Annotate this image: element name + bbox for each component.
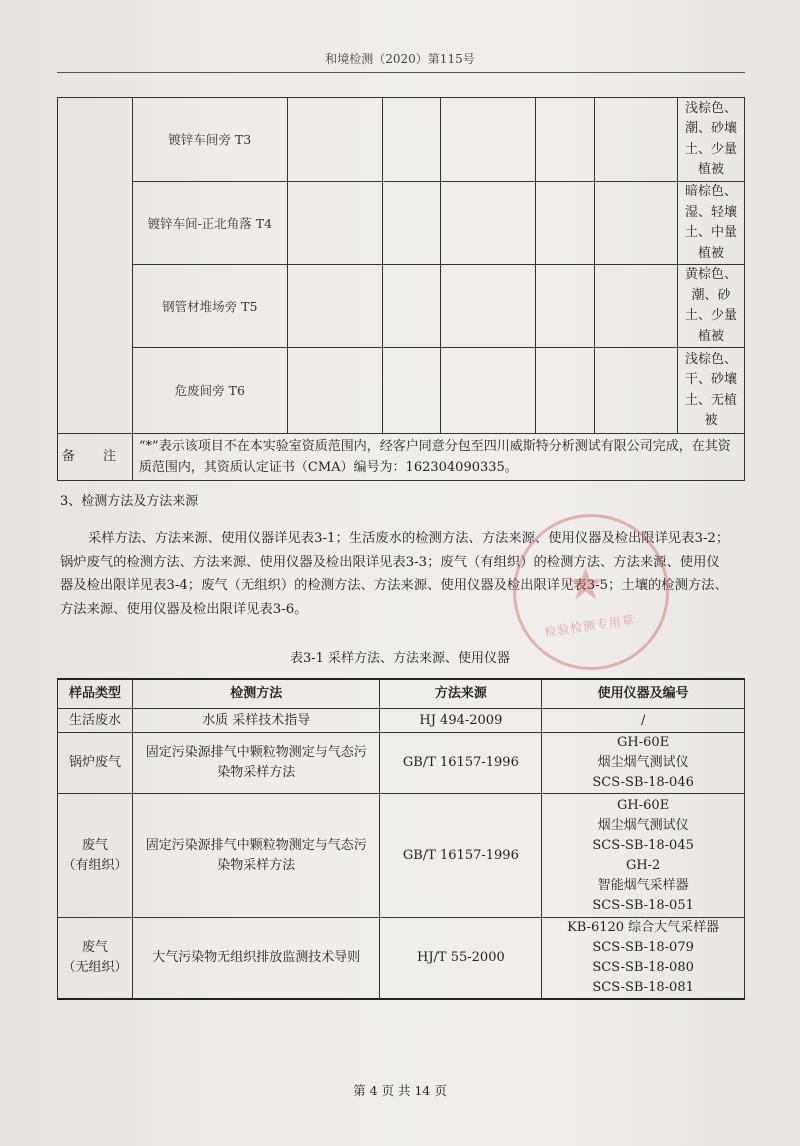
soil-description-line: 黄棕色、 (685, 267, 738, 282)
seal-text: 检验检测专用章 (543, 612, 636, 640)
instrument-cell-line: 烟尘烟气测试仪 (597, 755, 689, 770)
table-row (58, 98, 745, 182)
empty-cell (536, 348, 595, 434)
empty-cell (595, 348, 678, 434)
soil-description-line: 植被 (698, 328, 725, 344)
soil-description-line: 土、少量 (685, 141, 738, 157)
method-source-cell: HJ 494-2009 (380, 709, 542, 733)
column-header: 检测方法 (132, 679, 380, 709)
instrument-cell-line: SCS-SB-18-079 (592, 940, 694, 955)
soil-description-line: 浅棕色、 (685, 351, 738, 367)
table-row (58, 348, 745, 434)
method-cell-line: 固定污染源排气中颗粒物测定与气态污 (145, 837, 367, 853)
sample-type-cell-line: 废气 (81, 940, 108, 955)
empty-cell (441, 348, 536, 434)
section-title: 3、检测方法及方法来源 (60, 494, 199, 509)
empty-cell (536, 98, 595, 182)
empty-cell (441, 98, 536, 182)
header-divider (57, 72, 745, 73)
method-cell (132, 709, 380, 733)
sampling-site-cell: 钢管材堆场旁 T5 (132, 265, 287, 348)
table-row (58, 733, 745, 794)
empty-cell (287, 182, 382, 265)
table-row (58, 794, 745, 918)
sampling-site-cell: 镀锌车间-正北角落 T4 (132, 182, 287, 265)
table-row (58, 709, 745, 733)
instrument-cell (542, 733, 745, 794)
table-header-row (58, 679, 745, 709)
soil-description-line: 潮、砂壤 (685, 121, 738, 136)
column-header: 方法来源 (380, 679, 542, 709)
empty-cell (441, 182, 536, 265)
empty-cell (595, 182, 678, 265)
sample-type-cell-line: （无组织） (62, 960, 128, 975)
sample-type-cell-line: 锅炉废气 (68, 755, 121, 770)
soil-description-cell (678, 98, 745, 182)
soil-description-line: 浅棕色、 (685, 100, 738, 116)
remark-text: “*”表示该项目不在本实验室资质范围内，经客户同意分包至四川威斯特分析测试有限公司完成，在其资质范围内，其资质认定证书（CMA）编号为：162304090335。 (132, 434, 744, 481)
method-cell (132, 733, 380, 794)
instrument-cell (542, 709, 745, 733)
section-paragraph: 采样方法、方法来源、使用仪器详见表3-1；生活废水的检测方法、方法来源、使用仪器及检出限详见表3-2；锅炉废气的检测方法、方法来源、使用仪器及检出限详见表3-3；废气（有组织）的检测方法、方法来源、使用仪器及检出限详见表3-4；废气（无组织）的检测方法、方法来源、使用仪器及检出限详见表3-5；土壤的检测方法、方法来源、使用仪器及检出限详见表3-6。 (60, 531, 730, 617)
method-cell-line: 水质 采样技术指导 (202, 712, 311, 728)
instrument-cell-line: GH-60E (617, 735, 670, 750)
method-cell-line: 染物采样方法 (217, 765, 296, 780)
instrument-cell-line: SCS-SB-18-051 (592, 897, 694, 913)
soil-description-line: 被 (704, 413, 718, 428)
empty-cell (382, 182, 441, 265)
instrument-cell (542, 794, 745, 918)
remark-label: 备 注 (58, 434, 133, 481)
empty-cell (441, 265, 536, 348)
method-source-cell: GB/T 16157-1996 (380, 733, 542, 794)
instrument-cell-line: SCS-SB-18-046 (592, 775, 694, 790)
page-footer: 第 4 页 共 14 页 (353, 1083, 447, 1098)
soil-description-line: 干、砂壤 (685, 372, 738, 387)
soil-description-line: 暗棕色、 (685, 184, 738, 199)
soil-sampling-table (57, 97, 745, 481)
instrument-cell-line: GH-2 (625, 857, 661, 873)
empty-cell (287, 265, 382, 348)
table-row (58, 265, 745, 348)
column-header: 样品类型 (58, 679, 133, 709)
instrument-cell-line: GH-60E (617, 797, 670, 813)
sample-type-cell-line: 生活废水 (68, 712, 121, 728)
instrument-cell-line: SCS-SB-18-081 (592, 980, 694, 995)
method-source-cell: HJ/T 55-2000 (380, 918, 542, 1000)
instrument-cell-line: SCS-SB-18-045 (592, 837, 694, 853)
report-number-header: 和境检测（2020）第115号 (325, 52, 475, 66)
empty-cell (595, 98, 678, 182)
instrument-cell-line: 烟尘烟气测试仪 (597, 817, 689, 833)
sampling-site-cell: 镀锌车间旁 T3 (132, 98, 287, 182)
empty-cell (536, 265, 595, 348)
soil-description-line: 植被 (698, 162, 725, 177)
table-row (58, 918, 745, 1000)
empty-cell (536, 182, 595, 265)
soil-description-line: 潮、砂 (691, 287, 731, 303)
instrument-cell-line: KB-6120 综合大气采样器 (567, 920, 720, 935)
method-cell-line: 染物采样方法 (217, 857, 296, 873)
remark-row (58, 434, 745, 481)
sampling-site-cell: 危废间旁 T6 (132, 348, 287, 434)
empty-cell (382, 98, 441, 182)
table-row (58, 182, 745, 265)
table-caption: 表3-1 采样方法、方法来源、使用仪器 (289, 651, 511, 666)
methods-table (57, 678, 745, 1000)
method-cell-line: 固定污染源排气中颗粒物测定与气态污 (145, 745, 367, 760)
soil-description-line: 湿、轻壤 (685, 204, 738, 220)
sample-type-cell (58, 733, 133, 794)
sample-type-cell (58, 709, 133, 733)
sample-type-cell-line: 废气 (81, 837, 108, 853)
method-cell (132, 918, 380, 1000)
sample-type-cell (58, 918, 133, 1000)
sample-type-cell (58, 98, 133, 434)
soil-description-cell (678, 348, 745, 434)
soil-description-line: 土、中量 (685, 225, 738, 240)
instrument-cell-line: 智能烟气采样器 (597, 877, 689, 893)
soil-description-line: 土、少量 (685, 308, 738, 323)
method-source-cell: GB/T 16157-1996 (380, 794, 542, 918)
method-cell (132, 794, 380, 918)
sample-type-cell-line: （有组织） (62, 857, 128, 873)
instrument-cell-line: / (640, 712, 646, 728)
empty-cell (382, 348, 441, 434)
seal-star-icon: ★ (566, 559, 606, 610)
empty-cell (287, 98, 382, 182)
instrument-cell-line: SCS-SB-18-080 (592, 960, 694, 975)
soil-description-cell (678, 265, 745, 348)
sample-type-cell (58, 794, 133, 918)
empty-cell (595, 265, 678, 348)
soil-description-line: 土、无植 (685, 392, 738, 408)
empty-cell (287, 348, 382, 434)
soil-description-cell (678, 182, 745, 265)
empty-cell (382, 265, 441, 348)
soil-description-line: 植被 (698, 245, 725, 261)
column-header: 使用仪器及编号 (542, 679, 745, 709)
method-cell-line: 大气污染物无组织排放监测技术导则 (152, 950, 361, 965)
instrument-cell (542, 918, 745, 1000)
